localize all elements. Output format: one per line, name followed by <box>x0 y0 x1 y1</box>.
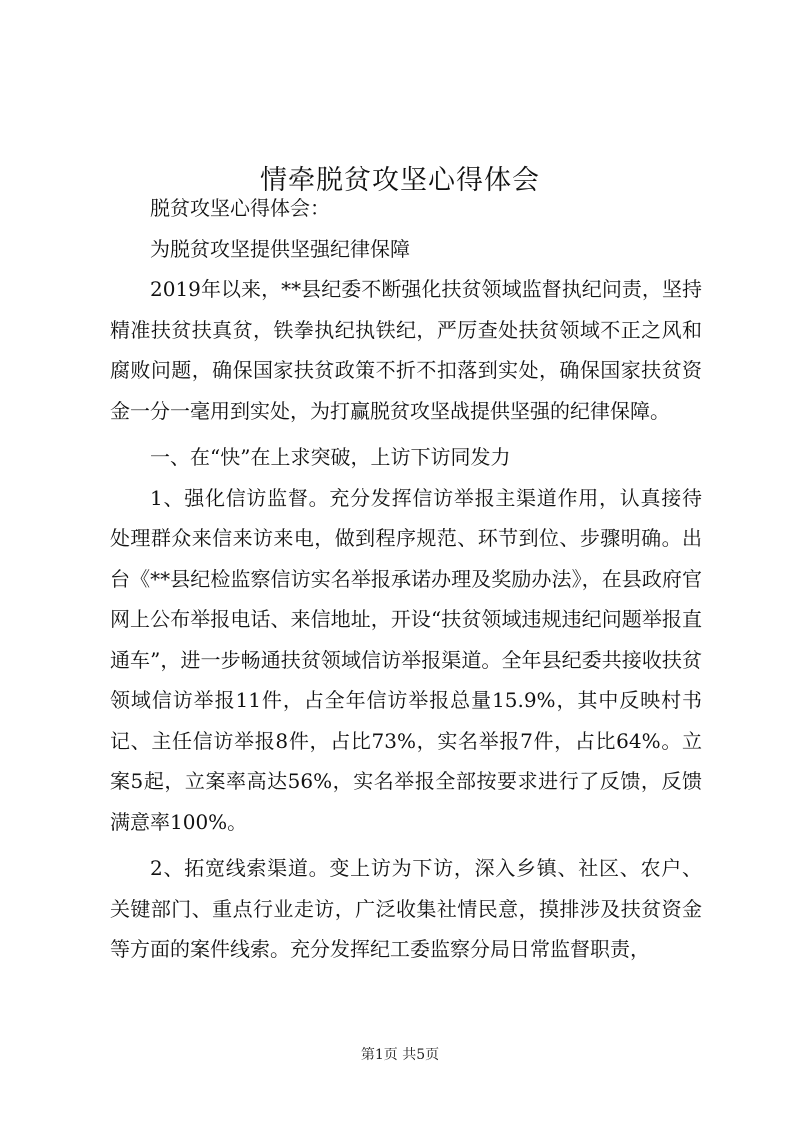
document-body <box>110 188 702 970</box>
paragraph-item-1: 1、强化信访监督。充分发挥信访举报主渠道作用，认真接待处理群众来信来访来电，做到程序规范、环节到位、步骤明确。出台《**县纪检监察信访实名举报承诺办理及奖励办法》，在县政府官网上公布举报电话、来信地址，开设“扶贫领域违规违纪问题举报直通车”，进一步畅通扶贫领域信访举报渠道。全年县纪委共接收扶贫领域信访举报11件，占全年信访举报总量15.9%，其中反映村书记、主任信访举报8件，占比73%，实名举报7件，占比64%。立案5起，立案率高达56%，实名举报全部按要求进行了反馈，反馈满意率100%。 <box>110 485 702 834</box>
section-heading: 一、在“快”在上求突破，上访下访同发力 <box>150 445 511 469</box>
paragraph-subtitle: 脱贫攻坚心得体会： <box>150 196 330 220</box>
paragraph-heading: 为脱贫攻坚提供坚强纪律保障 <box>150 236 410 261</box>
paragraph-item-2: 2、拓宽线索渠道。变上访为下访，深入乡镇、社区、农户、关键部门、重点行业走访，广泛收集社情民意，摸排涉及扶贫资金等方面的案件线索。充分发挥纪工委监察分局日常监督职责， <box>110 856 702 961</box>
document-title: 情牵脱贫攻坚心得体会 <box>260 165 540 197</box>
paragraph-intro: 2019年以来，**县纪委不断强化扶贫领域监督执纪问责，坚持精准扶贫扶真贫，铁拳执纪执铁纪，严厉查处扶贫领域不正之风和腐败问题，确保国家扶贫政策不折不扣落到实处，确保国家扶贫资金一分一毫用到实处，为打赢脱贫攻坚战提供坚强的纪律保障。 <box>110 277 702 423</box>
page-footer: 第1页 共5页 <box>360 1047 440 1063</box>
